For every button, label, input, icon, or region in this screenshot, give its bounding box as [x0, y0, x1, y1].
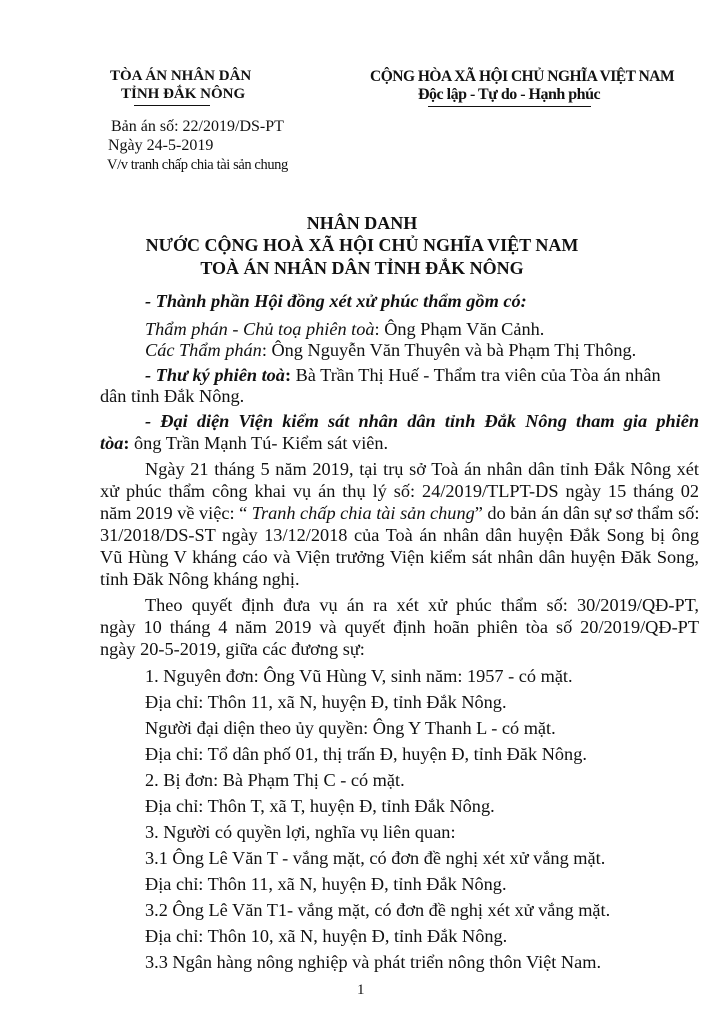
national-title: CỘNG HÒA XÃ HỘI CHỦ NGHĨA VIỆT NAM [370, 68, 675, 85]
party-item: 1. Nguyên đơn: Ông Vũ Hùng V, sinh năm: 1957 - có mặt. [145, 666, 573, 686]
hearing-line-5: Vũ Hùng V kháng cáo và Viện trưởng Viện kiểm sát nhân dân huyện Đăk Song, [100, 547, 699, 567]
party-item: Địa chỉ: Thôn T, xã T, huyện Đ, tỉnh Đắk Nông. [145, 796, 495, 816]
decision-line-1: Theo quyết định đưa vụ án ra xét xử phúc thẩm số: 30/2019/QĐ-PT, [145, 595, 699, 615]
decision-line-3: ngày 20-5-2019, giữa các đương sự: [100, 639, 365, 659]
title-court: TOÀ ÁN NHÂN DÂN TỈNH ĐẮK NÔNG [200, 258, 524, 278]
judgment-date: Ngày 24-5-2019 [108, 137, 214, 154]
clerk-colon: : [284, 365, 292, 385]
clerk-value: Bà Trần Thị Huế - Thẩm tra viên của Tòa án nhân [291, 365, 661, 385]
judgment-subject: V/v tranh chấp chia tài sản chung [107, 157, 288, 173]
clerk-label: - Thư ký phiên toà [145, 365, 285, 385]
procuracy-line-2 [100, 432, 388, 455]
party-item: 3.3 Ngân hàng nông nghiệp và phát triển nông thôn Việt Nam. [145, 952, 602, 972]
court-name-line1: TÒA ÁN NHÂN DÂN [110, 68, 252, 84]
party-item: 2. Bị đơn: Bà Phạm Thị C - có mặt. [145, 770, 405, 790]
judgment-number: Bản án số: 22/2019/DS-PT [111, 118, 284, 135]
party-item: 3.1 Ông Lê Văn T - vắng mặt, có đơn đề nghị xét xử vắng mặt. [145, 848, 606, 868]
party-item: Địa chỉ: Thôn 11, xã N, huyện Đ, tỉnh Đắk Nông. [145, 874, 507, 894]
hearing-line-3 [100, 502, 699, 525]
decision-line-2: ngày 10 tháng 4 năm 2019 và quyết định hoãn phiên tòa số 20/2019/QĐ-PT [100, 617, 699, 637]
clerk-line-2: dân tỉnh Đắk Nông. [100, 386, 245, 406]
national-motto: Độc lập - Tự do - Hạnh phúc [418, 86, 601, 103]
presiding-judge-line [145, 318, 544, 341]
hearing-line-3-post: ” do bản án dân sự sơ thẩm số: [474, 503, 700, 523]
procuracy-colon: : [123, 433, 130, 453]
presiding-judge-value: : Ông Phạm Văn Cảnh. [374, 319, 545, 339]
presiding-judge-label: Thẩm phán - Chủ toạ phiên toà [145, 319, 375, 339]
court-name-line2: TỈNH ĐẮK NÔNG [121, 86, 246, 102]
title-country: NƯỚC CỘNG HOÀ XÃ HỘI CHỦ NGHĨA VIỆT NAM [145, 235, 579, 255]
motto-underline [428, 106, 591, 107]
page-number: 1 [357, 982, 365, 998]
clerk-line [145, 364, 699, 387]
title-in-the-name: NHÂN DANH [306, 213, 418, 233]
party-item: Người đại diện theo ủy quyền: Ông Y Thanh L - có mặt. [145, 718, 556, 738]
judges-line [145, 339, 636, 362]
procuracy-value: ông Trần Mạnh Tú- Kiểm sát viên. [129, 433, 389, 453]
hearing-line-2: xử phúc thẩm công khai vụ án thụ lý số: 24/2019/TLPT-DS ngày 15 tháng 02 [100, 481, 699, 501]
party-item: Địa chỉ: Thôn 11, xã N, huyện Đ, tỉnh Đắk Nông. [145, 692, 507, 712]
party-item: Địa chỉ: Tổ dân phố 01, thị trấn Đ, huyện Đ, tỉnh Đăk Nông. [145, 744, 587, 764]
party-item: 3. Người có quyền lợi, nghĩa vụ liên quan: [145, 822, 456, 842]
case-subject-quote: Tranh chấp chia tài sản chung [251, 503, 475, 523]
judges-value: : Ông Nguyễn Văn Thuyên và bà Phạm Thị Thông. [261, 340, 637, 360]
procuracy-label-2: tòa [100, 433, 124, 453]
judges-label: Các Thẩm phán [145, 340, 262, 360]
hearing-line-1: Ngày 21 tháng 5 năm 2019, tại trụ sở Toà án nhân dân tỉnh Đắk Nông xét [145, 459, 699, 479]
panel-heading: - Thành phần Hội đồng xét xử phúc thẩm gồm có: [145, 291, 527, 311]
party-item: 3.2 Ông Lê Văn T1- vắng mặt, có đơn đề nghị xét xử vắng mặt. [145, 900, 611, 920]
party-item: Địa chỉ: Thôn 10, xã N, huyện Đ, tỉnh Đắk Nông. [145, 926, 508, 946]
court-name-underline [134, 105, 210, 106]
hearing-line-3-pre: năm 2019 về việc: “ [100, 503, 252, 523]
procuracy-label: - Đại diện Viện kiểm sát nhân dân tỉnh Đắk Nông tham gia phiên [145, 411, 699, 431]
hearing-line-4: 31/2018/DS-ST ngày 13/12/2018 của Toà án nhân dân huyện Đắk Song bị ông [100, 525, 699, 545]
hearing-line-6: tỉnh Đăk Nông kháng nghị. [100, 569, 300, 589]
